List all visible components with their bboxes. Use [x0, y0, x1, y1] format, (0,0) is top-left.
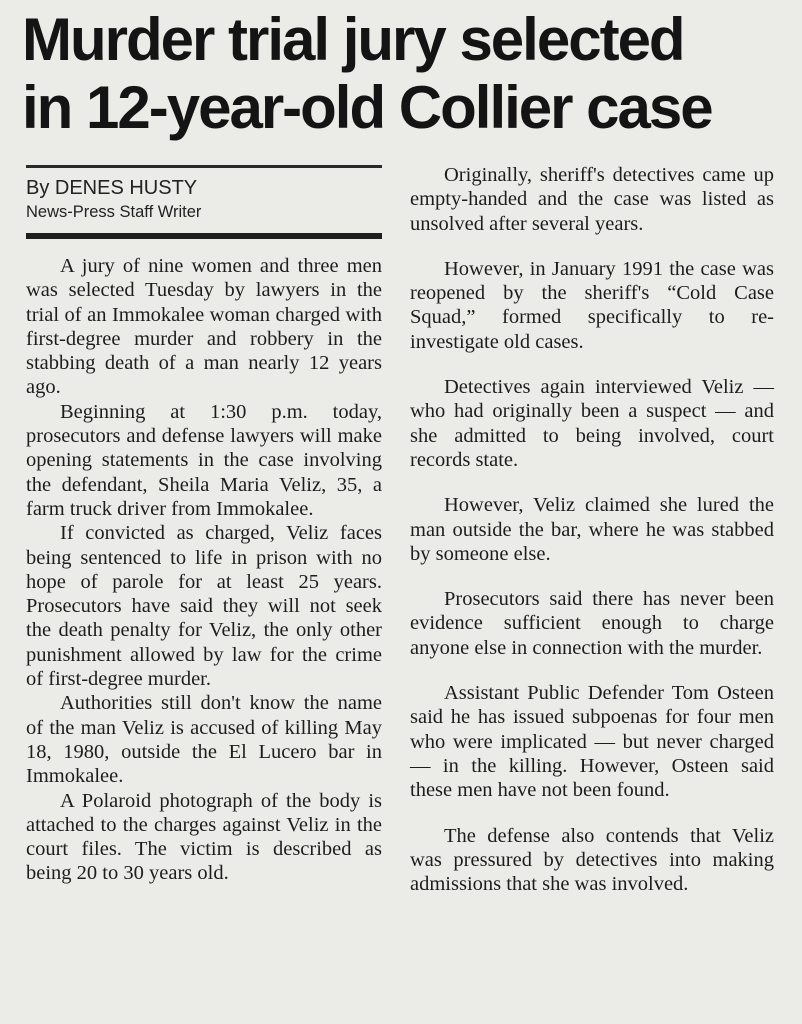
byline: By DENES HUSTY: [26, 177, 198, 199]
right-paragraph: However, Veliz claimed she lured the man outside the bar, where he was stabbed by someone else.: [410, 494, 774, 565]
left-paragraph: A Polaroid photograph of the body is attached to the charges against Veliz in the court files. The victim is described as being 20 to 30 years old.: [26, 789, 382, 885]
right-paragraph: However, in January 1991 the case was reopened by the sheriff's “Cold Case Squad,” formed specifically to re-investigate old cases.: [410, 257, 774, 353]
headline-line-2: in 12-year-old Collier case: [22, 74, 712, 141]
byline-top-rule: [26, 165, 382, 168]
right-paragraph: Prosecutors said there has never been evidence sufficient enough to charge anyone else in connection with the murder.: [410, 588, 774, 659]
left-paragraph: Authorities still don't know the name of the man Veliz is accused of killing May 18, 1980, outside the El Lucero bar in Immokalee.: [26, 692, 382, 788]
left-column: [26, 165, 382, 886]
right-paragraph: Originally, sheriff's detectives came up empty-handed and the case was listed as unsolved after several years.: [410, 164, 774, 235]
byline-title: News-Press Staff Writer: [26, 203, 202, 221]
left-paragraph: If convicted as charged, Veliz faces being sentenced to life in prison with no hope of parole for at least 25 years. Prosecutors have said they will not seek the death penalty for Veliz, the only other punishment allowed by law for the crime of first-degree murder.: [26, 522, 382, 691]
right-paragraph: Detectives again interviewed Veliz — who had originally been a suspect — and she admitted to being involved, court records state.: [410, 376, 774, 471]
headline: [22, 6, 792, 142]
right-column: [410, 163, 774, 896]
right-paragraph: Assistant Public Defender Tom Osteen said he has issued subpoenas for four men who were implicated — but never charged — in the killing. However, Osteen said these men have not been found.: [410, 682, 774, 802]
left-paragraph: A jury of nine women and three men was selected Tuesday by lawyers in the trial of an Immokalee woman charged with first-degree murder and robbery in the stabbing death of a man nearly 12 years ago.: [26, 255, 382, 399]
right-paragraph: The defense also contends that Veliz was pressured by detectives into making admissions that she was involved.: [410, 824, 774, 896]
left-paragraph: Beginning at 1:30 p.m. today, prosecutors and defense lawyers will make opening statements in the case involving the defendant, Sheila Maria Veliz, 35, a farm truck driver from Immokalee.: [26, 400, 382, 520]
byline-bottom-rule: [26, 233, 382, 239]
headline-line-1: Murder trial jury selected: [22, 6, 684, 73]
